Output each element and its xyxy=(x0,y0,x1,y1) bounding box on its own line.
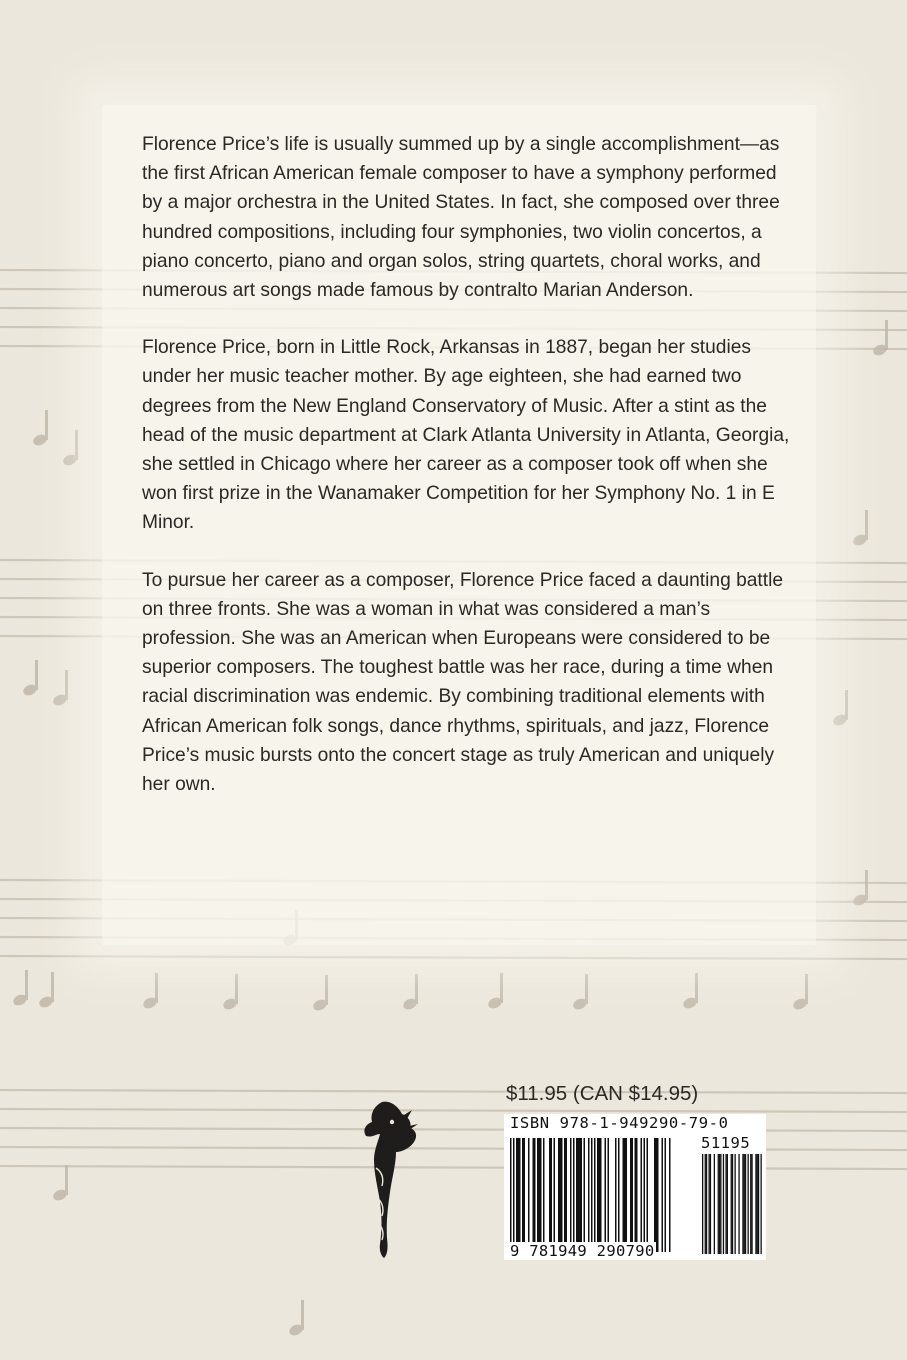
price-addon-code: 51195 xyxy=(701,1134,751,1152)
blurb-paragraph-2: Florence Price, born in Little Rock, Arkansas in 1887, began her studies under her music teacher mother. By age eighteen, she had earned two degrees from the New England Conservatory of Music. After a stint as the head of the music department at Clark Atlanta University in Atlanta, Georgia, she settled in Chicago where her career as a composer took off when she won first prize in the Wanamaker Competition for her Symphony No. 1 in E Minor. xyxy=(142,337,790,534)
publisher-seahorse-logo-icon xyxy=(352,1098,422,1260)
ean-digits: 9 781949 290790 xyxy=(510,1242,655,1260)
isbn-number: ISBN 978-1-949290-79-0 xyxy=(510,1114,729,1132)
blurb-paragraph-3: To pursue her career as a composer, Florence Price faced a daunting battle on three fronts. She was a woman in what was considered a man’s profession. She was an American when Europeans were considered to be superior composers. The toughest battle was her race, during a time when racial discrimination was endemic. By combining traditional elements with African American folk songs, dance rhythms, spirituals, and jazz, Florence Price’s music bursts onto the concert stage as truly American and uniquely her own. xyxy=(142,569,784,796)
blurb-paragraph-1: Florence Price’s life is usually summed up by a single accomplishment—as the first African American female composer to have a symphony performed by a major orchestra in the United States. In fact, she composed over three hundred compositions, including four symphonies, two violin concertos, a piano concerto, piano and organ solos, string quartets, choral works, and numerous art songs made famous by contralto Marian Anderson. xyxy=(142,134,780,302)
price-label: $11.95 (CAN $14.95) xyxy=(506,1082,699,1105)
isbn-barcode xyxy=(504,1114,766,1260)
back-cover-blurb xyxy=(142,130,802,827)
